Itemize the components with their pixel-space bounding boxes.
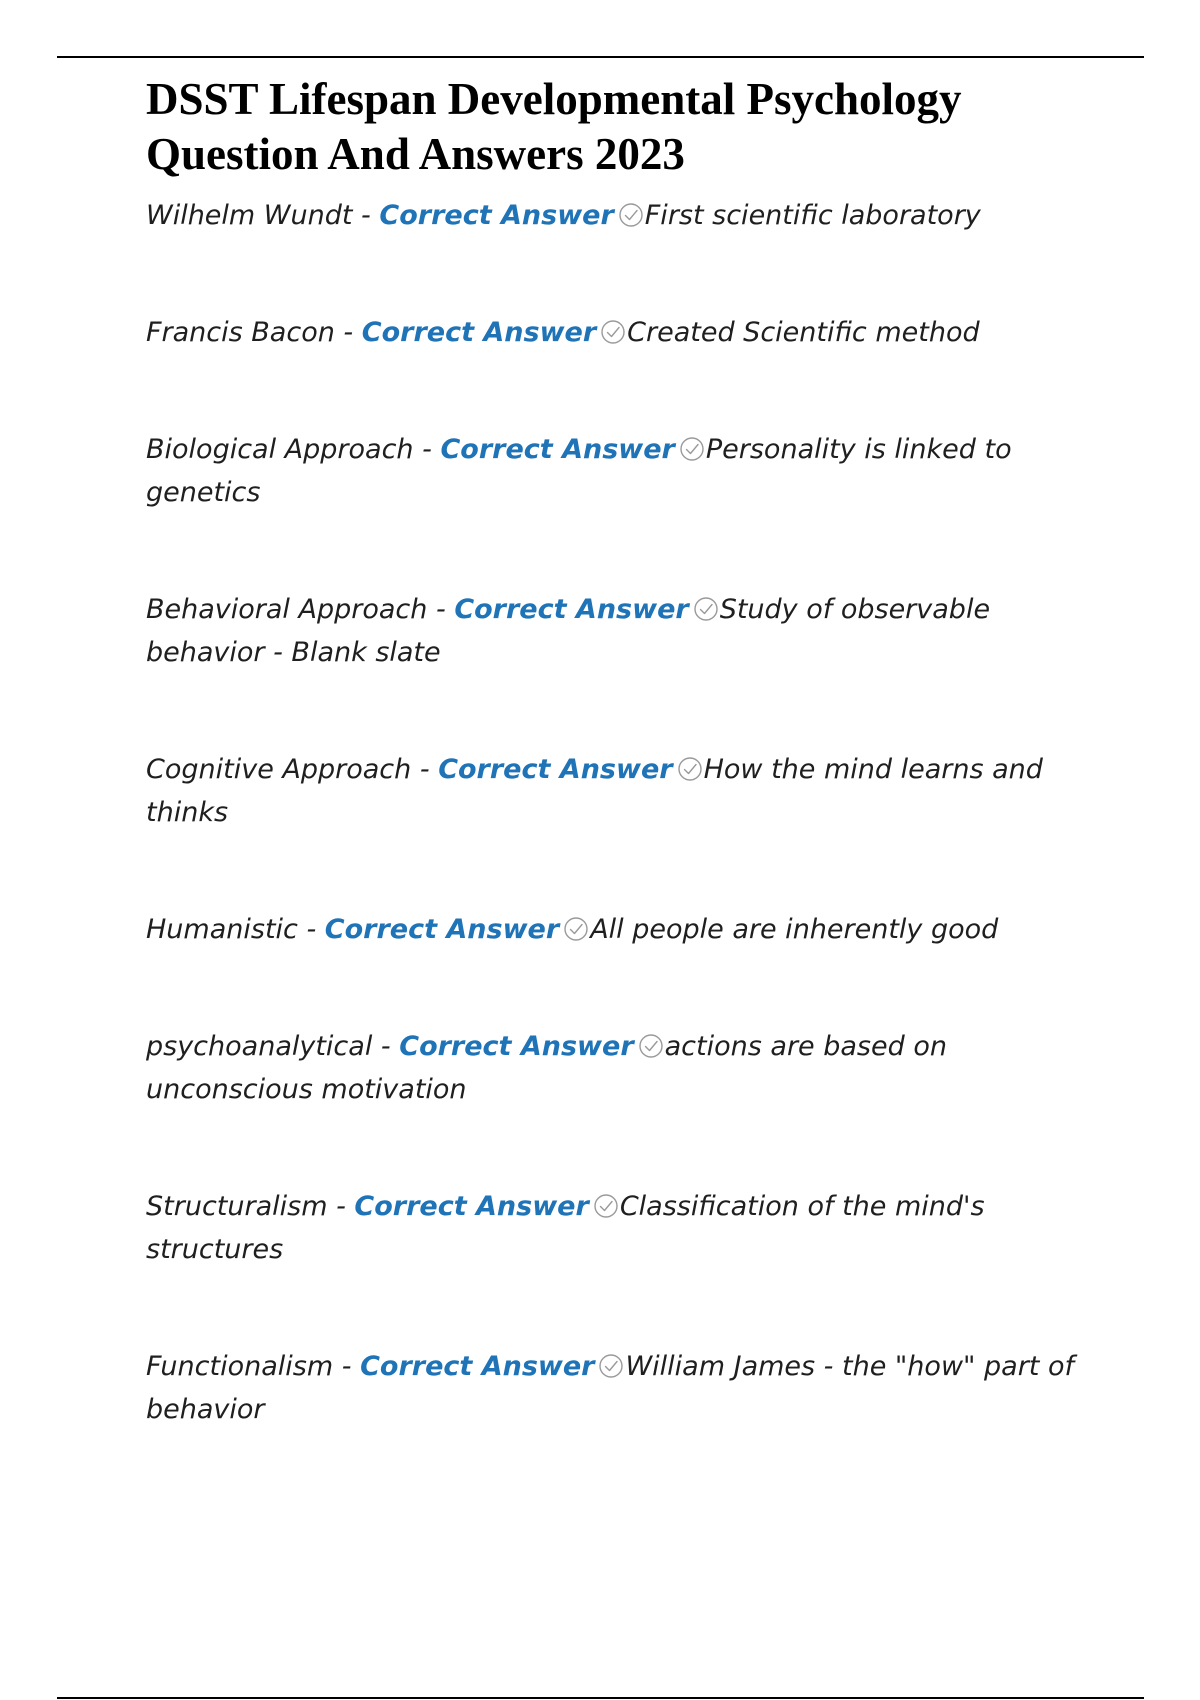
correct-answer-label: Correct Answer [361,317,597,348]
correct-answer-label: Correct Answer [354,1191,589,1222]
qa-item [146,311,1086,354]
qa-term: psychoanalytical [146,1031,373,1062]
qa-separator: - [297,914,325,945]
qa-term: Biological Approach [146,434,414,465]
correct-answer-label: Correct Answer [454,594,689,625]
qa-term: Functionalism [146,1351,334,1382]
check-circle-icon [679,436,705,462]
qa-answer: Personality is linked to genetics [146,434,1012,508]
qa-item [146,194,1086,237]
qa-term: Francis Bacon [146,317,335,348]
qa-answer: actions are based on unconscious motivation [146,1031,947,1105]
correct-answer-label: Correct Answer [399,1031,634,1062]
correct-answer-label: Correct Answer [324,914,560,945]
check-circle-icon [563,916,589,942]
qa-separator: - [427,594,455,625]
check-circle-icon [677,756,703,782]
check-circle-icon [600,319,626,345]
qa-answer: All people are inherently good [590,914,999,945]
qa-separator: - [413,434,441,465]
page-title: DSST Lifespan Developmental Psychology Question And Answers 2023 [146,74,962,179]
qa-separator: - [327,1191,355,1222]
check-circle-icon [593,1193,619,1219]
qa-separator: - [372,1031,400,1062]
qa-item [146,748,1086,834]
qa-answer: First scientific laboratory [644,200,981,231]
check-circle-icon [693,596,719,622]
correct-answer-label: Correct Answer [360,1351,595,1382]
qa-answer: How the mind learns and thinks [146,754,1043,828]
check-circle-icon [618,202,644,228]
bottom-rule [57,1697,1144,1699]
correct-answer-label: Correct Answer [379,200,614,231]
qa-term: Structuralism [146,1191,328,1222]
qa-item [146,428,1086,514]
correct-answer-label: Correct Answer [440,434,675,465]
qa-separator: - [334,317,362,348]
check-circle-icon [598,1353,624,1379]
check-circle-icon [638,1033,664,1059]
qa-item [146,1025,1086,1111]
qa-separator: - [333,1351,361,1382]
qa-item [146,1345,1086,1431]
qa-answer: Classification of the mind's structures [146,1191,985,1265]
qa-term: Wilhelm Wundt [146,200,353,231]
document-body [146,72,1086,1505]
qa-separator: - [352,200,380,231]
qa-answer: Study of observable behavior - Blank slate [146,594,991,668]
qa-term: Humanistic [146,914,298,945]
correct-answer-label: Correct Answer [438,754,673,785]
qa-answer: Created Scientific method [627,317,980,348]
qa-item [146,1185,1086,1271]
qa-separator: - [411,754,439,785]
qa-list [146,194,1086,1431]
qa-term: Behavioral Approach [146,594,428,625]
qa-item [146,908,1086,951]
qa-answer: William James - the "how" part of behavior [146,1351,1075,1425]
qa-item [146,588,1086,674]
qa-term: Cognitive Approach [146,754,412,785]
top-rule [57,56,1144,58]
